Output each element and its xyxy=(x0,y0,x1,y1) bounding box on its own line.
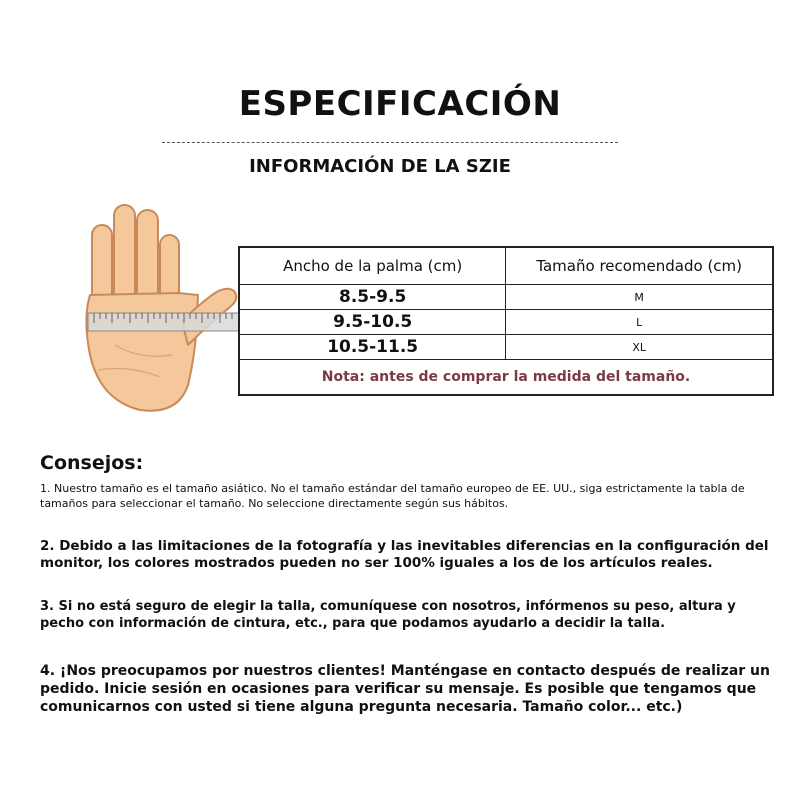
recommended-size-cell: L xyxy=(506,310,773,335)
tip-item: 2. Debido a las limitaciones de la fotografía y las inevitables diferencias en la configuración del monitor, los colores mostrados pueden no ser 100% iguales a los de los artículos reales. xyxy=(40,538,769,571)
section-subtitle: INFORMACIÓN DE LA SZIE xyxy=(249,156,511,177)
table-row xyxy=(239,310,773,335)
tip-item: 3. Si no está seguro de elegir la talla, comuníquese con nosotros, infórmenos su peso, altura y pecho con información de cintura, etc., para que podamos ayudarlo a decidir la talla. xyxy=(40,599,736,631)
table-header-row xyxy=(239,247,773,285)
table-note: Nota: antes de comprar la medida del tamaño. xyxy=(239,360,773,396)
page-title: ESPECIFICACIÓN xyxy=(238,84,562,124)
palm-width-cell: 9.5-10.5 xyxy=(239,310,506,335)
tip-item: 1. Nuestro tamaño es el tamaño asiático. No el tamaño estándar del tamaño europeo de EE. UU., siga estrictamente la tabla de tamaños para seleccionar el tamaño. No seleccione directamente según sus hábitos. xyxy=(40,482,745,510)
hand-with-ruler-icon xyxy=(60,195,240,420)
palm-width-cell: 10.5-11.5 xyxy=(239,335,506,360)
table-row xyxy=(239,335,773,360)
palm-width-header: Ancho de la palma (cm) xyxy=(239,247,506,285)
dashed-divider xyxy=(162,142,618,143)
size-chart-table xyxy=(238,246,774,396)
recommended-size-cell: M xyxy=(506,285,773,310)
palm-width-cell: 8.5-9.5 xyxy=(239,285,506,310)
table-note-row xyxy=(239,360,773,396)
table-row xyxy=(239,285,773,310)
tip-item: 4. ¡Nos preocupamos por nuestros clientes! Manténgase en contacto después de realizar un pedido. Inicie sesión en ocasiones para verificar su mensaje. Es posible que tengamos que comunicarnos con usted si tiene alguna pregunta necesaria. Tamaño color... etc.) xyxy=(40,663,770,715)
recommended-size-cell: XL xyxy=(506,335,773,360)
recommended-size-header: Tamaño recomendado (cm) xyxy=(506,247,773,285)
tips-heading: Consejos: xyxy=(40,452,144,474)
